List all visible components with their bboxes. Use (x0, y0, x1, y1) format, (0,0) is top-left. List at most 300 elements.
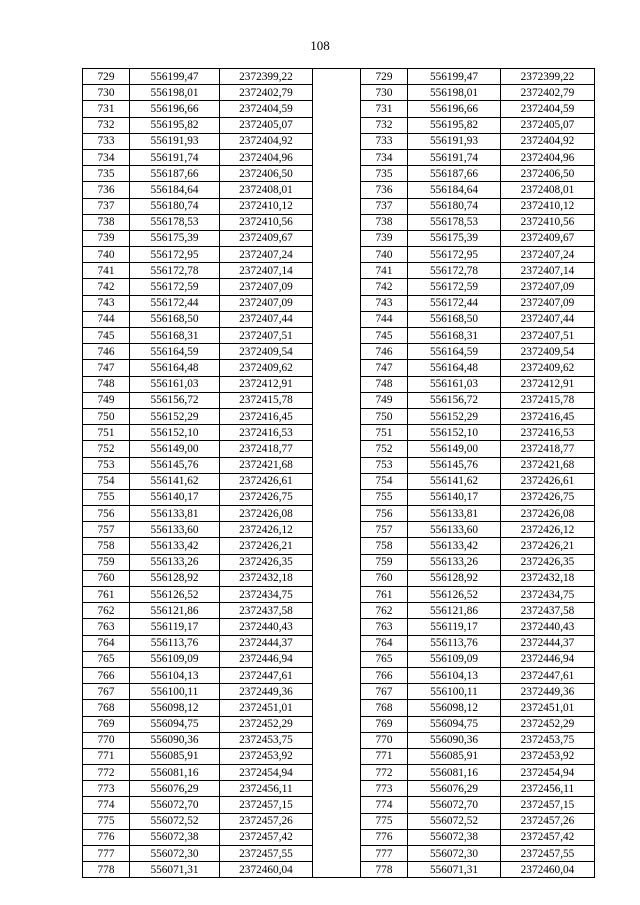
table-row (83, 522, 595, 538)
left-y-coordinate-cell: 2372407,51 (220, 328, 313, 344)
right-point-number-cell: 761 (361, 587, 408, 603)
left-point-number-cell: 777 (83, 846, 130, 862)
left-y-coordinate-cell: 2372404,59 (220, 101, 313, 117)
left-x-coordinate-cell: 556152,29 (130, 408, 220, 424)
table-row (83, 214, 595, 230)
left-point-number-cell: 734 (83, 149, 130, 165)
table-row (83, 700, 595, 716)
right-x-coordinate-cell: 556072,38 (408, 829, 501, 845)
left-point-number-cell: 749 (83, 392, 130, 408)
left-x-coordinate-cell: 556161,03 (130, 376, 220, 392)
left-x-coordinate-cell: 556191,93 (130, 133, 220, 149)
left-x-coordinate-cell: 556168,31 (130, 328, 220, 344)
table-row (83, 619, 595, 635)
column-gap (313, 829, 361, 845)
right-y-coordinate-cell: 2372407,51 (501, 328, 595, 344)
right-point-number-cell: 757 (361, 522, 408, 538)
left-x-coordinate-cell: 556191,74 (130, 149, 220, 165)
right-point-number-cell: 775 (361, 813, 408, 829)
right-point-number-cell: 739 (361, 230, 408, 246)
table-row (83, 732, 595, 748)
right-y-coordinate-cell: 2372449,36 (501, 684, 595, 700)
right-x-coordinate-cell: 556187,66 (408, 166, 501, 182)
left-point-number-cell: 761 (83, 587, 130, 603)
right-y-coordinate-cell: 2372409,54 (501, 344, 595, 360)
right-y-coordinate-cell: 2372407,44 (501, 311, 595, 327)
left-point-number-cell: 745 (83, 328, 130, 344)
left-x-coordinate-cell: 556133,81 (130, 506, 220, 522)
right-y-coordinate-cell: 2372444,37 (501, 635, 595, 651)
left-x-coordinate-cell: 556172,78 (130, 263, 220, 279)
table-row (83, 506, 595, 522)
right-x-coordinate-cell: 556104,13 (408, 667, 501, 683)
right-y-coordinate-cell: 2372416,45 (501, 408, 595, 424)
left-point-number-cell: 741 (83, 263, 130, 279)
column-gap (313, 328, 361, 344)
right-y-coordinate-cell: 2372457,42 (501, 829, 595, 845)
right-y-coordinate-cell: 2372447,61 (501, 667, 595, 683)
left-point-number-cell: 733 (83, 133, 130, 149)
left-point-number-cell: 769 (83, 716, 130, 732)
left-y-coordinate-cell: 2372410,56 (220, 214, 313, 230)
right-y-coordinate-cell: 2372457,26 (501, 813, 595, 829)
column-gap (313, 230, 361, 246)
right-point-number-cell: 742 (361, 279, 408, 295)
left-point-number-cell: 730 (83, 85, 130, 101)
left-x-coordinate-cell: 556199,47 (130, 69, 220, 85)
left-y-coordinate-cell: 2372408,01 (220, 182, 313, 198)
left-y-coordinate-cell: 2372444,37 (220, 635, 313, 651)
left-y-coordinate-cell: 2372407,44 (220, 311, 313, 327)
coordinates-table (82, 68, 595, 878)
right-y-coordinate-cell: 2372408,01 (501, 182, 595, 198)
right-x-coordinate-cell: 556081,16 (408, 765, 501, 781)
column-gap (313, 247, 361, 263)
left-x-coordinate-cell: 556126,52 (130, 587, 220, 603)
right-point-number-cell: 748 (361, 376, 408, 392)
right-x-coordinate-cell: 556168,50 (408, 311, 501, 327)
right-point-number-cell: 740 (361, 247, 408, 263)
column-gap (313, 489, 361, 505)
column-gap (313, 732, 361, 748)
left-y-coordinate-cell: 2372432,18 (220, 570, 313, 586)
right-x-coordinate-cell: 556195,82 (408, 117, 501, 133)
left-x-coordinate-cell: 556172,95 (130, 247, 220, 263)
column-gap (313, 101, 361, 117)
left-y-coordinate-cell: 2372454,94 (220, 765, 313, 781)
right-y-coordinate-cell: 2372399,22 (501, 69, 595, 85)
left-point-number-cell: 740 (83, 247, 130, 263)
right-x-coordinate-cell: 556168,31 (408, 328, 501, 344)
column-gap (313, 813, 361, 829)
right-x-coordinate-cell: 556172,59 (408, 279, 501, 295)
table-row (83, 279, 595, 295)
column-gap (313, 182, 361, 198)
column-gap (313, 473, 361, 489)
left-x-coordinate-cell: 556109,09 (130, 651, 220, 667)
table-row (83, 570, 595, 586)
right-point-number-cell: 736 (361, 182, 408, 198)
right-point-number-cell: 778 (361, 862, 408, 878)
right-x-coordinate-cell: 556172,95 (408, 247, 501, 263)
left-point-number-cell: 772 (83, 765, 130, 781)
column-gap (313, 522, 361, 538)
table-row (83, 457, 595, 473)
left-point-number-cell: 757 (83, 522, 130, 538)
right-x-coordinate-cell: 556152,10 (408, 425, 501, 441)
right-y-coordinate-cell: 2372440,43 (501, 619, 595, 635)
right-point-number-cell: 733 (361, 133, 408, 149)
table-row (83, 117, 595, 133)
left-x-coordinate-cell: 556184,64 (130, 182, 220, 198)
left-y-coordinate-cell: 2372406,50 (220, 166, 313, 182)
right-point-number-cell: 734 (361, 149, 408, 165)
right-x-coordinate-cell: 556191,93 (408, 133, 501, 149)
table-row (83, 765, 595, 781)
column-gap (313, 700, 361, 716)
left-y-coordinate-cell: 2372457,26 (220, 813, 313, 829)
right-y-coordinate-cell: 2372437,58 (501, 603, 595, 619)
right-y-coordinate-cell: 2372426,21 (501, 538, 595, 554)
column-gap (313, 311, 361, 327)
right-x-coordinate-cell: 556072,52 (408, 813, 501, 829)
right-y-coordinate-cell: 2372405,07 (501, 117, 595, 133)
right-x-coordinate-cell: 556085,91 (408, 748, 501, 764)
right-x-coordinate-cell: 556094,75 (408, 716, 501, 732)
right-point-number-cell: 735 (361, 166, 408, 182)
left-point-number-cell: 755 (83, 489, 130, 505)
left-x-coordinate-cell: 556128,92 (130, 570, 220, 586)
right-point-number-cell: 769 (361, 716, 408, 732)
left-y-coordinate-cell: 2372404,92 (220, 133, 313, 149)
table-row (83, 263, 595, 279)
column-gap (313, 667, 361, 683)
right-y-coordinate-cell: 2372426,61 (501, 473, 595, 489)
right-y-coordinate-cell: 2372406,50 (501, 166, 595, 182)
left-x-coordinate-cell: 556187,66 (130, 166, 220, 182)
table-row (83, 344, 595, 360)
column-gap (313, 619, 361, 635)
right-point-number-cell: 743 (361, 295, 408, 311)
right-point-number-cell: 730 (361, 85, 408, 101)
right-x-coordinate-cell: 556133,60 (408, 522, 501, 538)
right-x-coordinate-cell: 556152,29 (408, 408, 501, 424)
left-point-number-cell: 750 (83, 408, 130, 424)
table-row (83, 133, 595, 149)
left-point-number-cell: 778 (83, 862, 130, 878)
left-point-number-cell: 747 (83, 360, 130, 376)
right-y-coordinate-cell: 2372404,59 (501, 101, 595, 117)
table-row (83, 473, 595, 489)
right-y-coordinate-cell: 2372426,08 (501, 506, 595, 522)
left-y-coordinate-cell: 2372440,43 (220, 619, 313, 635)
column-gap (313, 392, 361, 408)
left-x-coordinate-cell: 556133,26 (130, 554, 220, 570)
right-y-coordinate-cell: 2372418,77 (501, 441, 595, 457)
column-gap (313, 570, 361, 586)
right-y-coordinate-cell: 2372416,53 (501, 425, 595, 441)
right-point-number-cell: 774 (361, 797, 408, 813)
table-row (83, 392, 595, 408)
page-number: 108 (310, 38, 330, 53)
left-x-coordinate-cell: 556072,70 (130, 797, 220, 813)
left-y-coordinate-cell: 2372453,75 (220, 732, 313, 748)
table-row (83, 311, 595, 327)
left-y-coordinate-cell: 2372409,67 (220, 230, 313, 246)
table-row (83, 684, 595, 700)
column-gap (313, 651, 361, 667)
right-point-number-cell: 776 (361, 829, 408, 845)
right-point-number-cell: 772 (361, 765, 408, 781)
right-y-coordinate-cell: 2372407,14 (501, 263, 595, 279)
table-row (83, 69, 595, 85)
right-y-coordinate-cell: 2372457,55 (501, 846, 595, 862)
table-row (83, 85, 595, 101)
right-point-number-cell: 750 (361, 408, 408, 424)
left-x-coordinate-cell: 556195,82 (130, 117, 220, 133)
right-x-coordinate-cell: 556140,17 (408, 489, 501, 505)
left-x-coordinate-cell: 556121,86 (130, 603, 220, 619)
right-point-number-cell: 747 (361, 360, 408, 376)
left-y-coordinate-cell: 2372437,58 (220, 603, 313, 619)
right-y-coordinate-cell: 2372404,92 (501, 133, 595, 149)
left-point-number-cell: 767 (83, 684, 130, 700)
left-x-coordinate-cell: 556090,36 (130, 732, 220, 748)
left-point-number-cell: 748 (83, 376, 130, 392)
right-y-coordinate-cell: 2372432,18 (501, 570, 595, 586)
right-point-number-cell: 768 (361, 700, 408, 716)
table-row (83, 489, 595, 505)
table-row (83, 781, 595, 797)
left-x-coordinate-cell: 556168,50 (130, 311, 220, 327)
column-gap (313, 198, 361, 214)
column-gap (313, 781, 361, 797)
right-y-coordinate-cell: 2372409,62 (501, 360, 595, 376)
column-gap (313, 166, 361, 182)
left-point-number-cell: 762 (83, 603, 130, 619)
left-x-coordinate-cell: 556085,91 (130, 748, 220, 764)
left-point-number-cell: 770 (83, 732, 130, 748)
left-x-coordinate-cell: 556094,75 (130, 716, 220, 732)
left-x-coordinate-cell: 556178,53 (130, 214, 220, 230)
table-row (83, 247, 595, 263)
table-row (83, 376, 595, 392)
right-x-coordinate-cell: 556100,11 (408, 684, 501, 700)
right-x-coordinate-cell: 556175,39 (408, 230, 501, 246)
right-y-coordinate-cell: 2372412,91 (501, 376, 595, 392)
right-x-coordinate-cell: 556145,76 (408, 457, 501, 473)
right-x-coordinate-cell: 556180,74 (408, 198, 501, 214)
left-x-coordinate-cell: 556113,76 (130, 635, 220, 651)
left-point-number-cell: 746 (83, 344, 130, 360)
right-y-coordinate-cell: 2372421,68 (501, 457, 595, 473)
left-x-coordinate-cell: 556152,10 (130, 425, 220, 441)
column-gap (313, 133, 361, 149)
left-x-coordinate-cell: 556149,00 (130, 441, 220, 457)
column-gap (313, 295, 361, 311)
right-x-coordinate-cell: 556199,47 (408, 69, 501, 85)
right-y-coordinate-cell: 2372446,94 (501, 651, 595, 667)
right-x-coordinate-cell: 556161,03 (408, 376, 501, 392)
left-point-number-cell: 739 (83, 230, 130, 246)
left-point-number-cell: 758 (83, 538, 130, 554)
left-point-number-cell: 765 (83, 651, 130, 667)
left-y-coordinate-cell: 2372449,36 (220, 684, 313, 700)
table-row (83, 328, 595, 344)
left-x-coordinate-cell: 556071,31 (130, 862, 220, 878)
table-row (83, 149, 595, 165)
left-point-number-cell: 768 (83, 700, 130, 716)
right-x-coordinate-cell: 556098,12 (408, 700, 501, 716)
right-x-coordinate-cell: 556113,76 (408, 635, 501, 651)
table-row (83, 554, 595, 570)
left-y-coordinate-cell: 2372399,22 (220, 69, 313, 85)
left-point-number-cell: 752 (83, 441, 130, 457)
left-x-coordinate-cell: 556180,74 (130, 198, 220, 214)
left-point-number-cell: 735 (83, 166, 130, 182)
left-y-coordinate-cell: 2372416,53 (220, 425, 313, 441)
table-row (83, 360, 595, 376)
left-x-coordinate-cell: 556198,01 (130, 85, 220, 101)
left-x-coordinate-cell: 556104,13 (130, 667, 220, 683)
left-y-coordinate-cell: 2372426,21 (220, 538, 313, 554)
left-y-coordinate-cell: 2372409,54 (220, 344, 313, 360)
left-point-number-cell: 732 (83, 117, 130, 133)
right-point-number-cell: 751 (361, 425, 408, 441)
right-y-coordinate-cell: 2372453,92 (501, 748, 595, 764)
right-y-coordinate-cell: 2372404,96 (501, 149, 595, 165)
left-y-coordinate-cell: 2372412,91 (220, 376, 313, 392)
right-point-number-cell: 758 (361, 538, 408, 554)
column-gap (313, 748, 361, 764)
left-y-coordinate-cell: 2372451,01 (220, 700, 313, 716)
left-y-coordinate-cell: 2372405,07 (220, 117, 313, 133)
left-x-coordinate-cell: 556072,38 (130, 829, 220, 845)
table-row (83, 182, 595, 198)
right-y-coordinate-cell: 2372407,24 (501, 247, 595, 263)
right-point-number-cell: 732 (361, 117, 408, 133)
column-gap (313, 425, 361, 441)
right-y-coordinate-cell: 2372426,12 (501, 522, 595, 538)
right-x-coordinate-cell: 556172,44 (408, 295, 501, 311)
table-row (83, 635, 595, 651)
column-gap (313, 408, 361, 424)
right-y-coordinate-cell: 2372457,15 (501, 797, 595, 813)
right-x-coordinate-cell: 556184,64 (408, 182, 501, 198)
column-gap (313, 117, 361, 133)
right-point-number-cell: 746 (361, 344, 408, 360)
right-x-coordinate-cell: 556128,92 (408, 570, 501, 586)
left-y-coordinate-cell: 2372415,78 (220, 392, 313, 408)
table-row (83, 748, 595, 764)
right-y-coordinate-cell: 2372415,78 (501, 392, 595, 408)
right-x-coordinate-cell: 556133,26 (408, 554, 501, 570)
right-point-number-cell: 766 (361, 667, 408, 683)
right-point-number-cell: 763 (361, 619, 408, 635)
left-x-coordinate-cell: 556196,66 (130, 101, 220, 117)
table-row (83, 425, 595, 441)
left-x-coordinate-cell: 556119,17 (130, 619, 220, 635)
right-y-coordinate-cell: 2372434,75 (501, 587, 595, 603)
column-gap (313, 149, 361, 165)
left-point-number-cell: 737 (83, 198, 130, 214)
right-y-coordinate-cell: 2372410,56 (501, 214, 595, 230)
left-y-coordinate-cell: 2372447,61 (220, 667, 313, 683)
left-y-coordinate-cell: 2372402,79 (220, 85, 313, 101)
right-point-number-cell: 770 (361, 732, 408, 748)
table-row (83, 441, 595, 457)
column-gap (313, 85, 361, 101)
right-y-coordinate-cell: 2372452,29 (501, 716, 595, 732)
column-gap (313, 214, 361, 230)
table-row (83, 813, 595, 829)
right-x-coordinate-cell: 556071,31 (408, 862, 501, 878)
column-gap (313, 506, 361, 522)
column-gap (313, 376, 361, 392)
right-point-number-cell: 762 (361, 603, 408, 619)
right-y-coordinate-cell: 2372409,67 (501, 230, 595, 246)
left-x-coordinate-cell: 556145,76 (130, 457, 220, 473)
right-point-number-cell: 731 (361, 101, 408, 117)
right-x-coordinate-cell: 556133,42 (408, 538, 501, 554)
left-y-coordinate-cell: 2372456,11 (220, 781, 313, 797)
left-x-coordinate-cell: 556175,39 (130, 230, 220, 246)
right-x-coordinate-cell: 556072,30 (408, 846, 501, 862)
left-y-coordinate-cell: 2372410,12 (220, 198, 313, 214)
left-x-coordinate-cell: 556164,48 (130, 360, 220, 376)
right-y-coordinate-cell: 2372402,79 (501, 85, 595, 101)
right-point-number-cell: 760 (361, 570, 408, 586)
column-gap (313, 457, 361, 473)
right-x-coordinate-cell: 556178,53 (408, 214, 501, 230)
left-y-coordinate-cell: 2372426,35 (220, 554, 313, 570)
left-y-coordinate-cell: 2372418,77 (220, 441, 313, 457)
right-point-number-cell: 764 (361, 635, 408, 651)
left-y-coordinate-cell: 2372407,24 (220, 247, 313, 263)
right-point-number-cell: 753 (361, 457, 408, 473)
left-y-coordinate-cell: 2372457,42 (220, 829, 313, 845)
left-x-coordinate-cell: 556100,11 (130, 684, 220, 700)
right-point-number-cell: 765 (361, 651, 408, 667)
table-row (83, 587, 595, 603)
right-point-number-cell: 759 (361, 554, 408, 570)
right-x-coordinate-cell: 556090,36 (408, 732, 501, 748)
table-row (83, 101, 595, 117)
right-point-number-cell: 745 (361, 328, 408, 344)
right-point-number-cell: 741 (361, 263, 408, 279)
column-gap (313, 263, 361, 279)
table-row (83, 538, 595, 554)
right-x-coordinate-cell: 556121,86 (408, 603, 501, 619)
left-point-number-cell: 729 (83, 69, 130, 85)
left-x-coordinate-cell: 556141,62 (130, 473, 220, 489)
right-point-number-cell: 756 (361, 506, 408, 522)
table-row (83, 603, 595, 619)
left-y-coordinate-cell: 2372426,08 (220, 506, 313, 522)
left-point-number-cell: 743 (83, 295, 130, 311)
right-x-coordinate-cell: 556198,01 (408, 85, 501, 101)
column-gap (313, 765, 361, 781)
right-x-coordinate-cell: 556076,29 (408, 781, 501, 797)
left-y-coordinate-cell: 2372407,14 (220, 263, 313, 279)
right-point-number-cell: 738 (361, 214, 408, 230)
right-y-coordinate-cell: 2372454,94 (501, 765, 595, 781)
left-x-coordinate-cell: 556072,52 (130, 813, 220, 829)
left-y-coordinate-cell: 2372404,96 (220, 149, 313, 165)
table-row (83, 667, 595, 683)
table-row (83, 716, 595, 732)
left-x-coordinate-cell: 556172,44 (130, 295, 220, 311)
